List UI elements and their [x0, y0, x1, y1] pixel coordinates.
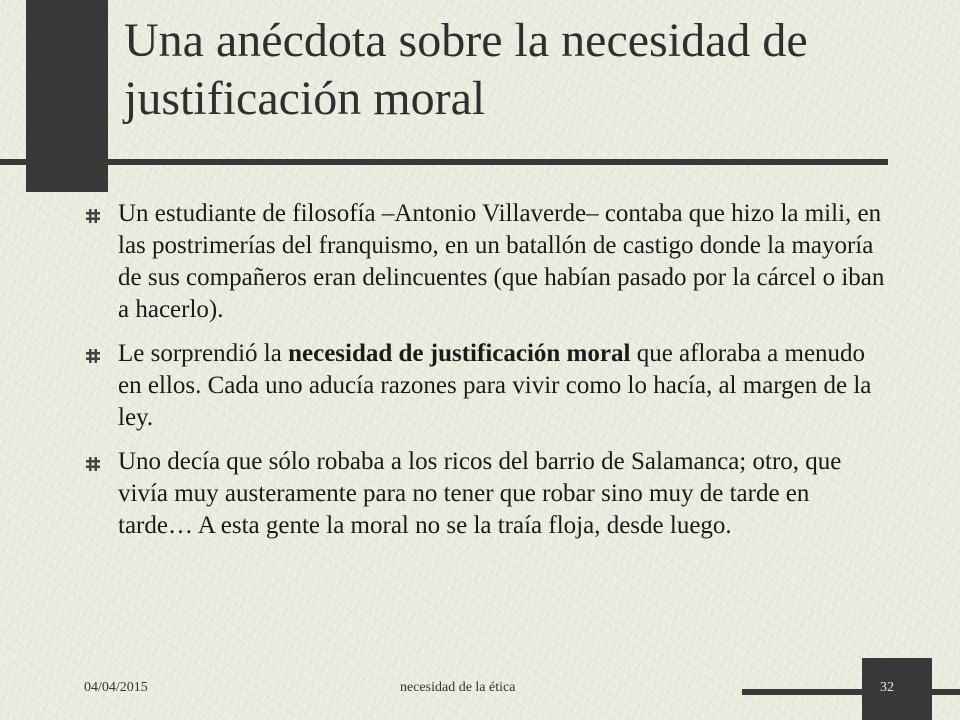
bullet-text: Uno decía que sólo robaba a los ricos del barrio de Salamanca; otro, que vivía muy austeramente para no tener que robar sino muy de tarde en tarde… A esta gente la moral no se la traía floja, desde luego.	[118, 448, 842, 539]
title-rule	[0, 159, 888, 165]
bullet-text: Un estudiante de filosofía –Antonio Villaverde– contaba que hizo la mili, en las postrimerías del franquismo, en un batallón de castigo donde la mayoría de sus compañeros eran delincuentes (que habían pasado por la cárcel o iban a hacerlo).	[118, 200, 885, 323]
bullet-item	[86, 446, 886, 542]
page-number-box	[862, 658, 932, 720]
footer-title: necesidad de la ética	[400, 680, 516, 695]
bullet-text-post: que afloraba a menudo en ellos. Cada uno aducía razones para vivir como lo hacía, al margen de la ley.	[118, 340, 872, 431]
bullet-icon	[86, 349, 100, 363]
bullet-item	[86, 198, 886, 326]
slide-title: Una anécdota sobre la necesidad de justificación moral	[124, 14, 808, 125]
bullet-icon	[86, 457, 100, 471]
footer-date: 04/04/2015	[84, 680, 148, 695]
bullet-text-bold: necesidad de justificación moral	[288, 340, 631, 367]
bullet-icon	[86, 209, 100, 223]
page-number: 32	[880, 680, 894, 695]
bullet-list	[86, 198, 886, 554]
bullet-item	[86, 338, 886, 434]
bullet-text-pre: Le sorprendió la	[118, 340, 289, 367]
